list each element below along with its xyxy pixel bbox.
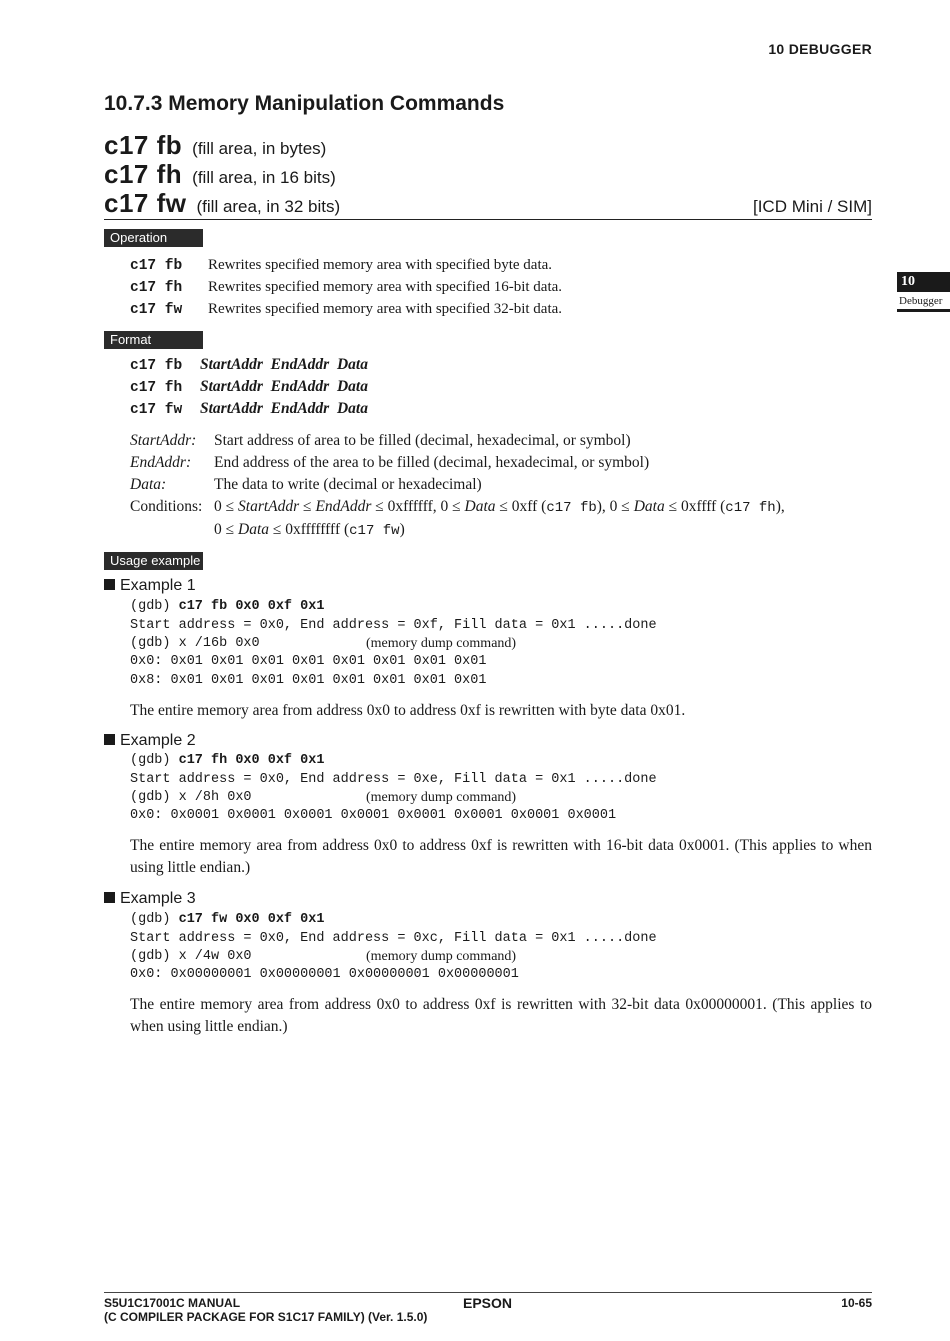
code-line: (gdb) x /4w 0x0 (memory dump command)	[130, 949, 517, 964]
code-line: (gdb) x /8h 0x0 (memory dump command)	[130, 790, 517, 805]
footer-manual: S5U1C17001C MANUAL	[104, 1296, 241, 1310]
footer-divider	[104, 1292, 872, 1293]
footer-page-number: 10-65	[841, 1296, 872, 1310]
operation-row	[130, 276, 562, 298]
operation-row	[130, 298, 562, 320]
conditions-text: 0 ≤ StartAddr ≤ EndAddr ≤ 0xffffff, 0 ≤ Data ≤ 0xff (c17 fb), 0 ≤ Data ≤ 0xffff (c17 fh),	[214, 498, 785, 516]
command-title-fh	[104, 159, 336, 189]
code-line: 0x0: 0x01 0x01 0x01 0x01 0x01 0x01 0x01 0x01	[130, 654, 487, 669]
format-command: c17 fw	[130, 402, 183, 418]
operation-label: Operation	[104, 229, 203, 247]
param-term: EndAddr:	[130, 454, 192, 471]
chapter-header: 10 DEBUGGER	[768, 41, 872, 57]
param-end-addr	[130, 452, 649, 474]
example-1-title: Example 1	[104, 577, 196, 595]
code-line: Start address = 0x0, End address = 0xe, Fill data = 0x1 .....done	[130, 772, 657, 787]
param-description: The data to write (decimal or hexadecimal)	[214, 476, 482, 493]
command-name: c17 fh	[104, 159, 183, 189]
command-description: (fill area, in bytes)	[192, 139, 327, 158]
param-start-addr	[130, 430, 631, 452]
code-line: (gdb) c17 fb 0x0 0xf 0x1	[130, 599, 325, 614]
usage-example-label: Usage example	[104, 552, 203, 570]
dump-annotation: (memory dump command)	[366, 636, 517, 651]
example-2-title: Example 2	[104, 732, 196, 750]
format-row	[130, 376, 368, 398]
format-command: c17 fh	[130, 380, 183, 396]
footer-brand: EPSON	[463, 1295, 513, 1311]
param-conditions-continued: 0 ≤ Data ≤ 0xffffffff (c17 fw)	[214, 521, 405, 539]
param-term: Data:	[130, 476, 167, 493]
format-label: Format	[104, 331, 203, 349]
command-title-fb	[104, 130, 326, 160]
example-3-description: The entire memory area from address 0x0 to address 0xf is rewritten with 32-bit data 0x00000001. (This applies to when using little endian.)	[130, 996, 872, 1035]
operation-text: Rewrites specified memory area with specified 32-bit data.	[208, 301, 563, 317]
footer-package: (C COMPILER PACKAGE FOR S1C17 FAMILY) (Ver. 1.5.0)	[104, 1310, 428, 1324]
param-term: Conditions:	[130, 498, 203, 515]
format-args: StartAddr EndAddr Data	[200, 400, 368, 417]
dump-annotation: (memory dump command)	[366, 790, 517, 805]
format-row	[130, 398, 368, 420]
command-title-fw	[104, 188, 340, 218]
param-description: End address of the area to be filled (decimal, hexadecimal, or symbol)	[214, 454, 650, 471]
param-data	[130, 474, 482, 496]
operation-command: c17 fw	[130, 302, 183, 318]
operation-row	[130, 254, 552, 276]
section-title: 10.7.3 Memory Manipulation Commands	[104, 92, 505, 115]
code-line: 0x8: 0x01 0x01 0x01 0x01 0x01 0x01 0x01 0x01	[130, 673, 487, 688]
code-line: Start address = 0x0, End address = 0xf, Fill data = 0x1 .....done	[130, 618, 657, 633]
operation-command: c17 fh	[130, 280, 183, 296]
code-line: (gdb) c17 fh 0x0 0xf 0x1	[130, 753, 325, 768]
code-line: 0x0: 0x00000001 0x00000001 0x00000001 0x00000001	[130, 967, 519, 982]
command-name: c17 fw	[104, 188, 187, 218]
format-command: c17 fb	[130, 358, 183, 374]
operation-text: Rewrites specified memory area with specified byte data.	[208, 257, 553, 273]
operation-text: Rewrites specified memory area with specified 16-bit data.	[208, 279, 563, 295]
example-2-description: The entire memory area from address 0x0 to address 0xf is rewritten with 16-bit data 0x0001. (This applies to when using little endian.)	[130, 837, 872, 876]
side-tab-number: 10	[897, 272, 950, 292]
chapter-side-tab	[897, 272, 950, 312]
format-args: StartAddr EndAddr Data	[200, 378, 368, 395]
side-tab-label: Debugger	[897, 292, 950, 312]
code-line: Start address = 0x0, End address = 0xc, Fill data = 0x1 .....done	[130, 931, 657, 946]
square-bullet-icon	[104, 579, 115, 590]
command-description: (fill area, in 32 bits)	[196, 197, 341, 216]
square-bullet-icon	[104, 892, 115, 903]
command-description: (fill area, in 16 bits)	[192, 168, 336, 187]
param-conditions	[130, 496, 785, 518]
format-row	[130, 354, 368, 376]
example-1-description: The entire memory area from address 0x0 to address 0xf is rewritten with byte data 0x01.	[130, 702, 686, 719]
command-name: c17 fb	[104, 130, 183, 160]
param-term: StartAddr:	[130, 432, 197, 449]
code-line: (gdb) x /16b 0x0 (memory dump command)	[130, 636, 517, 651]
dump-annotation: (memory dump command)	[366, 949, 517, 964]
format-args: StartAddr EndAddr Data	[200, 356, 368, 373]
param-description: Start address of area to be filled (decimal, hexadecimal, or symbol)	[214, 432, 631, 449]
example-3-title: Example 3	[104, 890, 196, 908]
code-line: 0x0: 0x0001 0x0001 0x0001 0x0001 0x0001 0x0001 0x0001 0x0001	[130, 808, 617, 823]
command-target: [ICD Mini / SIM]	[752, 197, 872, 216]
title-divider	[104, 219, 872, 220]
operation-command: c17 fb	[130, 258, 183, 274]
square-bullet-icon	[104, 734, 115, 745]
code-line: (gdb) c17 fw 0x0 0xf 0x1	[130, 912, 325, 927]
